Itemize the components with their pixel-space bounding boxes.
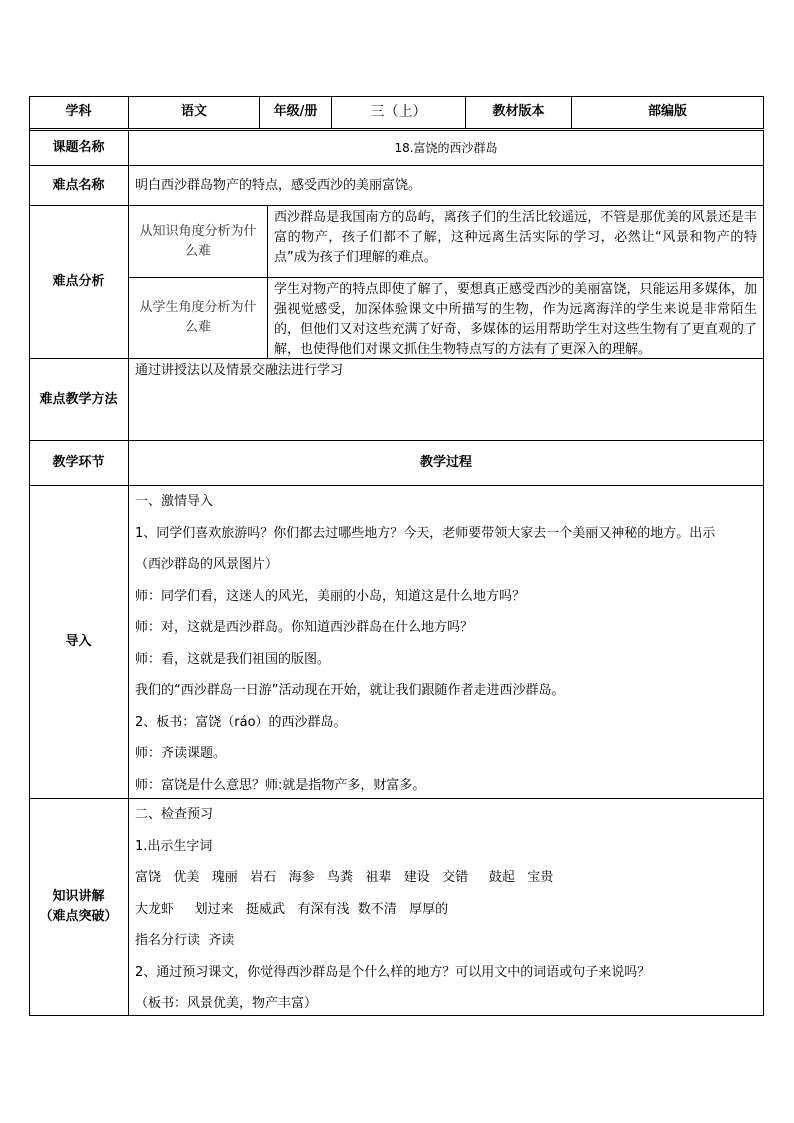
grade-label: 年级/册 — [260, 96, 332, 129]
process-header: 教学过程 — [129, 441, 764, 486]
intro-line: 2、板书：富饶（ráo）的西沙群岛。 — [135, 714, 347, 730]
knowledge-angle-text: 西沙群岛是我国南方的岛屿，离孩子们的生活比较遥远，不管是那优美的风景还是丰富的物产，孩子们都不了解，这种远离生活实际的学习，必然让“风景和物产的特点”成为孩子们理解的难点。 — [268, 206, 764, 278]
knowledge-line: 大龙虾 划过来 挺威武 有深有浅 数不清 厚厚的 — [135, 901, 449, 917]
intro-line: 师：同学们看，这迷人的风光，美丽的小岛，知道这是什么地方吗？ — [135, 588, 526, 604]
intro-line: （西沙群岛的风景图片） — [135, 557, 279, 572]
intro-line: 师：富饶是什么意思？师:就是指物产多，财富多。 — [135, 777, 426, 793]
lesson-label: 课题名称 — [29, 131, 129, 166]
method-label: 难点教学方法 — [29, 359, 129, 441]
difficulty-label: 难点名称 — [29, 166, 129, 206]
edition-label: 教材版本 — [466, 96, 572, 129]
knowledge-label — [29, 799, 129, 1016]
intro-line: 师：对，这就是西沙群岛。你知道西沙群岛在什么地方吗？ — [135, 620, 474, 635]
method-value: 通过讲授法以及情景交融法进行学习 — [129, 359, 764, 441]
edition-value: 部编版 — [572, 96, 764, 129]
knowledge-line: 二、检查预习 — [135, 807, 214, 822]
intro-line: 我们的“西沙群岛一日游”活动现在开始，就让我们跟随作者走进西沙群岛。 — [135, 683, 565, 698]
grade-value: 三（上） — [332, 96, 466, 129]
intro-line: 一、激情导入 — [135, 494, 214, 509]
knowledge-line: 1.出示生字词 — [135, 838, 213, 854]
subject-value: 语文 — [129, 96, 260, 129]
stage-header: 教学环节 — [29, 441, 129, 486]
subject-label: 学科 — [29, 96, 129, 129]
knowledge-line: 指名分行读 齐读 — [135, 933, 235, 948]
analysis-label: 难点分析 — [29, 206, 129, 359]
knowledge-label-line2: （难点突破） — [39, 909, 118, 924]
intro-label: 导入 — [29, 486, 129, 799]
knowledge-content — [129, 799, 764, 1016]
knowledge-angle-label: 从知识角度分析为什么难 — [129, 206, 268, 278]
intro-line: 1、同学们喜欢旅游吗？你们都去过哪些地方？今天，老师要带领大家去一个美丽又神秘的地方。出示 — [135, 525, 716, 541]
student-angle-label: 从学生角度分析为什么难 — [129, 278, 268, 359]
intro-content — [129, 486, 764, 799]
intro-line: 师：看，这就是我们祖国的版图。 — [135, 651, 331, 667]
difficulty-value: 明白西沙群岛物产的特点，感受西沙的美丽富饶。 — [129, 166, 764, 206]
intro-line: 师：齐读课题。 — [135, 746, 227, 761]
knowledge-line: 富饶 优美 瑰丽 岩石 海参 鸟粪 祖辈 建设 交错 鼓起 宝贵 — [135, 870, 554, 885]
knowledge-line: 2、通过预习课文，你觉得西沙群岛是个什么样的地方？可以用文中的词语或句子来说吗？ — [135, 964, 651, 980]
lesson-value: 18.富饶的西沙群岛 — [129, 131, 764, 166]
knowledge-line: （板书：风景优美，物产丰富） — [135, 996, 318, 1011]
knowledge-label-line1: 知识讲解 — [52, 889, 105, 904]
student-angle-text: 学生对物产的特点即使了解了，要想真正感受西沙的美丽富饶，只能运用多媒体，加强视觉感受，加深体验课文中所描写的生物，作为远离海洋的学生来说是非常陌生的，但他们又对这些充满了好奇，多媒体的运用帮助学生对这些生物有了更直观的了解，也使得他们对课文抓住生物特点写的方法有了更深入的理解。 — [268, 278, 764, 359]
